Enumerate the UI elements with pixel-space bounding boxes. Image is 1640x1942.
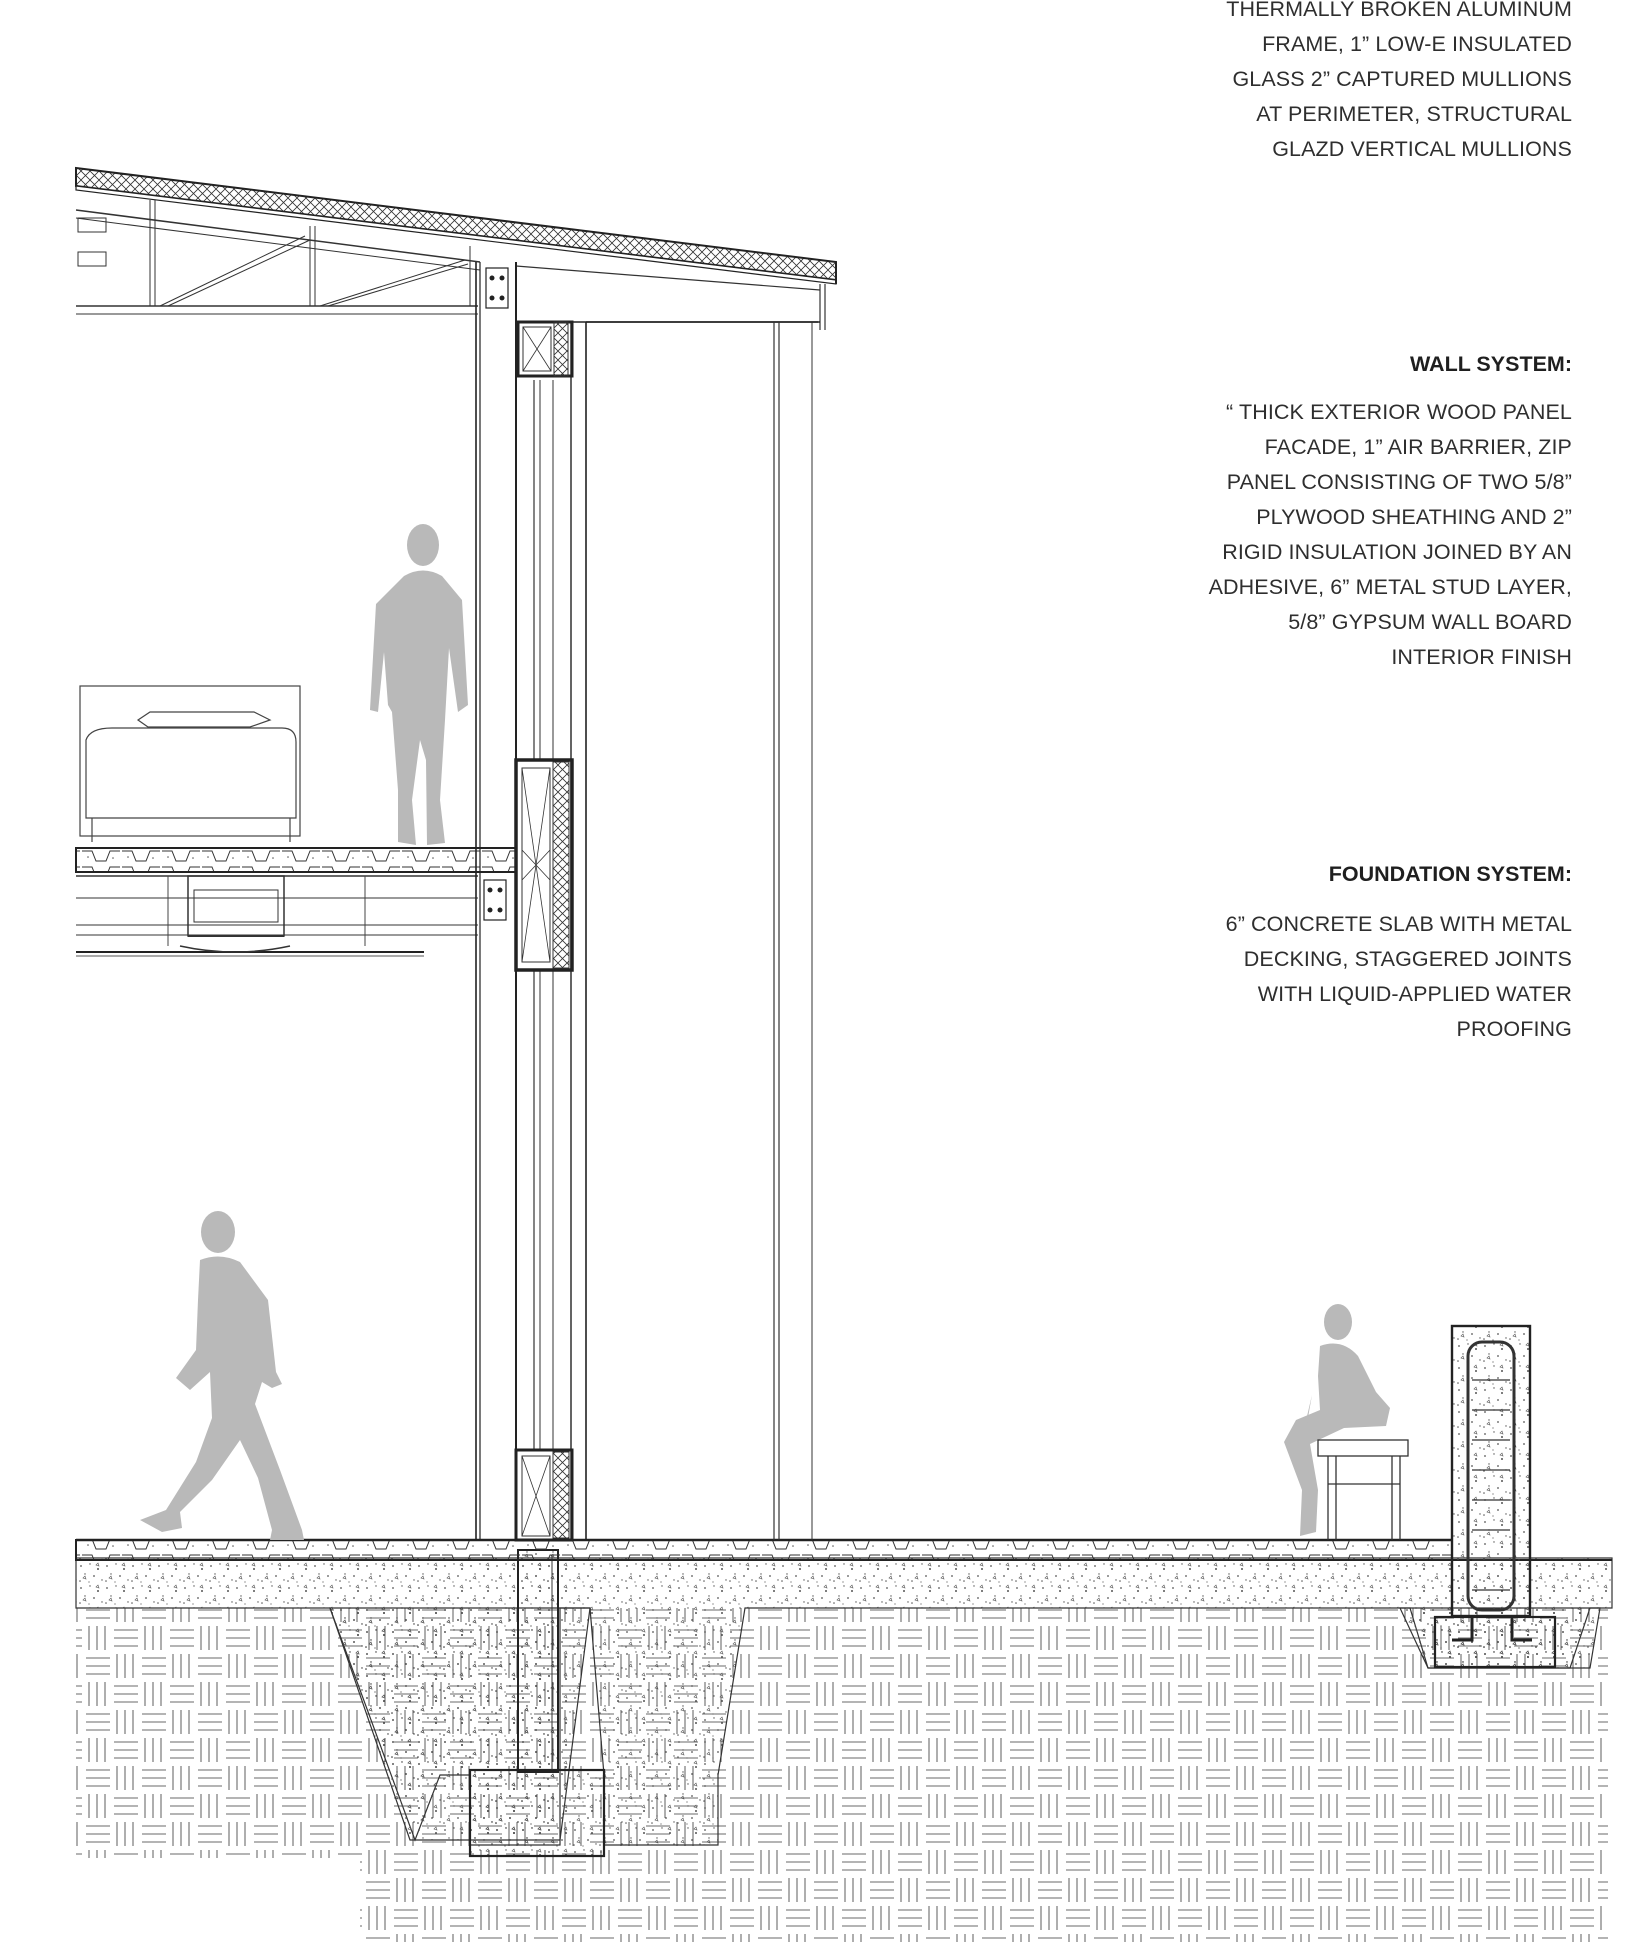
site-wall-column xyxy=(1452,1326,1532,1640)
foundation-note-line: 6” CONCRETE SLAB WITH METAL xyxy=(1225,912,1572,936)
ground-floor-slab xyxy=(76,1540,1612,1560)
wall-note-line: RIGID INSULATION JOINED BY AN xyxy=(1222,540,1572,564)
soil-section xyxy=(0,1608,1608,1942)
foundation-system-heading: FOUNDATION SYSTEM: xyxy=(1328,862,1572,886)
foundation-system-note xyxy=(1012,907,1572,1047)
wall-note-line: 5/8” GYPSUM WALL BOARD xyxy=(1288,610,1572,634)
wall-note-line: INTERIOR FINISH xyxy=(1391,645,1572,669)
glazing-note-line: THERMALLY BROKEN ALUMINUM xyxy=(1226,0,1572,21)
glazing-note-line: AT PERIMETER, STRUCTURAL xyxy=(1256,102,1572,126)
glazing-note-line: FRAME, 1” LOW-E INSULATED xyxy=(1262,32,1572,56)
wall-system-note xyxy=(1012,395,1572,675)
stool-outline xyxy=(1318,1440,1408,1540)
wall-note-line: PLYWOOD SHEATHING AND 2” xyxy=(1256,505,1572,529)
bed-outline xyxy=(80,686,300,842)
wall-note-line: PANEL CONSISTING OF TWO 5/8” xyxy=(1226,470,1572,494)
person-standing-silhouette xyxy=(370,524,468,845)
foundation-note-line: PROOFING xyxy=(1456,1017,1572,1041)
foundation-note-line: DECKING, STAGGERED JOINTS xyxy=(1243,947,1572,971)
person-seated-silhouette xyxy=(1284,1304,1390,1536)
wall-note-line: FACADE, 1” AIR BARRIER, ZIP xyxy=(1264,435,1572,459)
wall-note-line: “ THICK EXTERIOR WOOD PANEL xyxy=(1226,400,1572,424)
roof-assembly xyxy=(76,168,836,330)
glazing-system-note xyxy=(1012,0,1572,167)
wall-system xyxy=(476,262,812,1540)
person-walking-silhouette xyxy=(140,1211,304,1540)
glazing-note-line: GLASS 2” CAPTURED MULLIONS xyxy=(1232,67,1572,91)
upper-floor-slab xyxy=(76,848,516,956)
wall-system-heading: WALL SYSTEM: xyxy=(1409,352,1572,376)
glazing-note-line: GLAZD VERTICAL MULLIONS xyxy=(1272,137,1572,161)
wall-note-line: ADHESIVE, 6” METAL STUD LAYER, xyxy=(1208,575,1572,599)
foundation-note-line: WITH LIQUID-APPLIED WATER xyxy=(1257,982,1572,1006)
